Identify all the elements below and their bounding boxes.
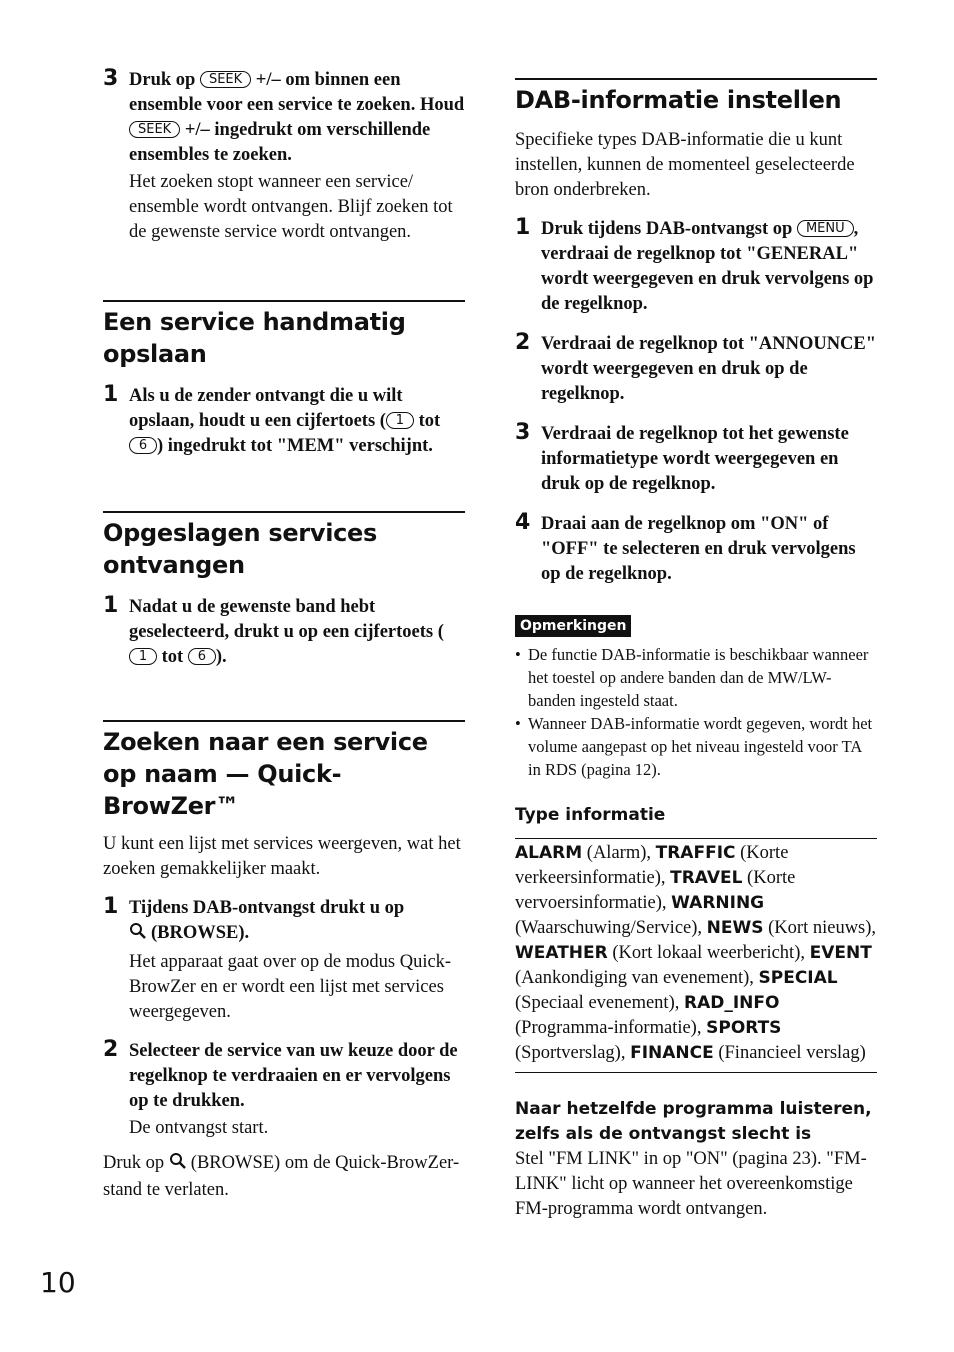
step-text: +/– om binnen een ensemble voor een service te zoeken. Houd: [129, 70, 465, 115]
type-description: (Kort nieuws),: [763, 918, 877, 938]
type-description: (Financieel verslag): [713, 1043, 866, 1063]
step-number: 1: [515, 215, 531, 240]
type-description: (Aankondiging van evenement),: [515, 968, 759, 988]
step-text: Verdraai de regelknop tot "ANNOUNCE" wordt weergegeven en druk op de regelknop.: [541, 334, 877, 404]
seek-key: SEEK: [129, 121, 180, 138]
type-keyword: SPORTS: [706, 1018, 782, 1038]
type-keyword: FINANCE: [630, 1043, 714, 1063]
step-1: [103, 595, 465, 670]
preset-key-1: 1: [386, 412, 414, 429]
type-keyword: TRAFFIC: [655, 843, 736, 863]
type-description: (Korte vervoersinformatie),: [515, 868, 796, 913]
search-icon: [169, 1152, 187, 1178]
type-description: (Kort lokaal weerbericht),: [607, 943, 810, 963]
note-item: • De functie DAB-informatie is beschikbaar wanneer het toestel op andere banden dan de MW/LW-banden ingesteld staat.: [515, 643, 877, 712]
type-info-list: [515, 838, 877, 1073]
outro-text: (BROWSE) om de Quick-BrowZer-stand te verlaten.: [103, 1153, 460, 1200]
type-description: (Waarschuwing/Service),: [515, 918, 707, 938]
step-2: [515, 332, 877, 407]
step-number: 2: [103, 1037, 119, 1062]
step-text: Druk op: [129, 70, 196, 90]
section-intro: U kunt een lijst met services weergeven, wat het zoeken gemakkelijker maakt.: [103, 834, 461, 879]
step-number: 3: [103, 66, 119, 91]
step-text: ).: [215, 647, 227, 667]
type-keyword: TRAVEL: [670, 868, 743, 888]
preset-key-6: 6: [188, 648, 216, 665]
section-title-stored-services: Opgeslagen services ontvangen: [103, 511, 465, 581]
right-column: [515, 78, 877, 1222]
step-number: 1: [103, 382, 119, 407]
outro-text: Druk op: [103, 1153, 165, 1173]
type-keyword: ALARM: [515, 843, 583, 863]
step-1: [103, 896, 465, 1025]
type-keyword: EVENT: [809, 943, 872, 963]
step-text: Draai aan de regelknop om "ON" of "OFF" te selecteren en druk vervolgens op de regelknop.: [541, 514, 856, 584]
seek-key: SEEK: [200, 71, 251, 88]
step-text: tot: [418, 411, 441, 431]
menu-key: MENU: [797, 220, 854, 237]
step-note: Het apparaat gaat over op de modus Quick-BrowZer en er wordt een lijst met services weergegeven.: [129, 952, 452, 1022]
step-text: Druk tijdens DAB-ontvangst op: [541, 219, 793, 239]
step-3: [515, 422, 877, 497]
type-keyword: WARNING: [671, 893, 765, 913]
type-description: (Korte verkeersinformatie),: [515, 843, 789, 888]
step-text: Als u de zender ontvangt die u wilt opslaan, houdt u een cijfertoets (: [129, 386, 403, 431]
step-text: tot: [161, 647, 184, 667]
step-number: 1: [103, 593, 119, 618]
step-number: 4: [515, 510, 531, 535]
step-3: [103, 68, 465, 245]
step-4: [515, 512, 877, 587]
step-number: 2: [515, 330, 531, 355]
step-number: 1: [103, 894, 119, 919]
left-column: [103, 68, 465, 1203]
type-description: (Programma-informatie),: [515, 1018, 707, 1038]
step-note: Het zoeken stopt wanneer een service/ ensemble wordt ontvangen. Blijf zoeken tot de gewenste service wordt ontvangen.: [129, 172, 453, 242]
step-text: (BROWSE).: [151, 923, 250, 943]
preset-key-1: 1: [129, 648, 157, 665]
notes-list: [515, 643, 877, 781]
step-text: Verdraai de regelknop tot het gewenste informatietype wordt weergegeven en druk op de regelknop.: [541, 424, 849, 494]
step-text: Nadat u de gewenste band hebt geselecteerd, drukt u op een cijfertoets (: [129, 597, 444, 642]
type-keyword: SPECIAL: [758, 968, 838, 988]
notes-badge: Opmerkingen: [515, 615, 631, 637]
step-text: , verdraai de regelknop tot "GENERAL" wordt weergegeven en druk vervolgens op de regelknop.: [541, 219, 874, 314]
preset-key-6: 6: [129, 437, 157, 454]
type-info-heading: Type informatie: [515, 805, 666, 825]
step-text: ) ingedrukt tot "MEM" verschijnt.: [157, 436, 433, 456]
search-icon: [129, 922, 147, 948]
type-keyword: RAD_INFO: [683, 993, 780, 1013]
type-description: (Alarm),: [582, 843, 656, 863]
type-description: (Sportverslag),: [515, 1043, 631, 1063]
type-description: (Speciaal evenement),: [515, 993, 684, 1013]
type-keyword: WEATHER: [515, 943, 608, 963]
step-text: Selecteer de service van uw keuze door de regelknop te verdraaien en er vervolgens op te drukken.: [129, 1041, 458, 1111]
page-number: 10: [40, 1266, 76, 1299]
fm-link-text: Stel "FM LINK" in op "ON" (pagina 23). "FM-LINK" licht op wanneer het overeenkomstige FM-programma wordt ontvangen.: [515, 1149, 867, 1219]
step-1: [103, 384, 465, 459]
step-number: 3: [515, 420, 531, 445]
note-item: • Wanneer DAB-informatie wordt gegeven, wordt het volume aangepast op het niveau ingesteld voor TA in RDS (pagina 12).: [515, 712, 877, 781]
step-1: [515, 217, 877, 317]
section-title-dab-info: DAB-informatie instellen: [515, 78, 877, 116]
step-2: [103, 1039, 465, 1141]
type-keyword: NEWS: [706, 918, 764, 938]
section-title-quick-browzer: Zoeken naar een service op naam — Quick-BrowZer™: [103, 720, 465, 822]
step-text: Tijdens DAB-ontvangst drukt u op: [129, 898, 405, 918]
step-text: +/– ingedrukt om verschillende ensembles te zoeken.: [129, 120, 431, 165]
section-outro: [103, 1151, 465, 1203]
section-intro: Specifieke types DAB-informatie die u kunt instellen, kunnen de momenteel geselecteerde bron onderbreken.: [515, 130, 855, 200]
fm-link-heading: Naar hetzelfde programma luisteren, zelfs als de ontvangst slecht is: [515, 1099, 872, 1144]
section-title-manual-store: Een service handmatig opslaan: [103, 300, 465, 370]
step-note: De ontvangst start.: [129, 1118, 269, 1138]
